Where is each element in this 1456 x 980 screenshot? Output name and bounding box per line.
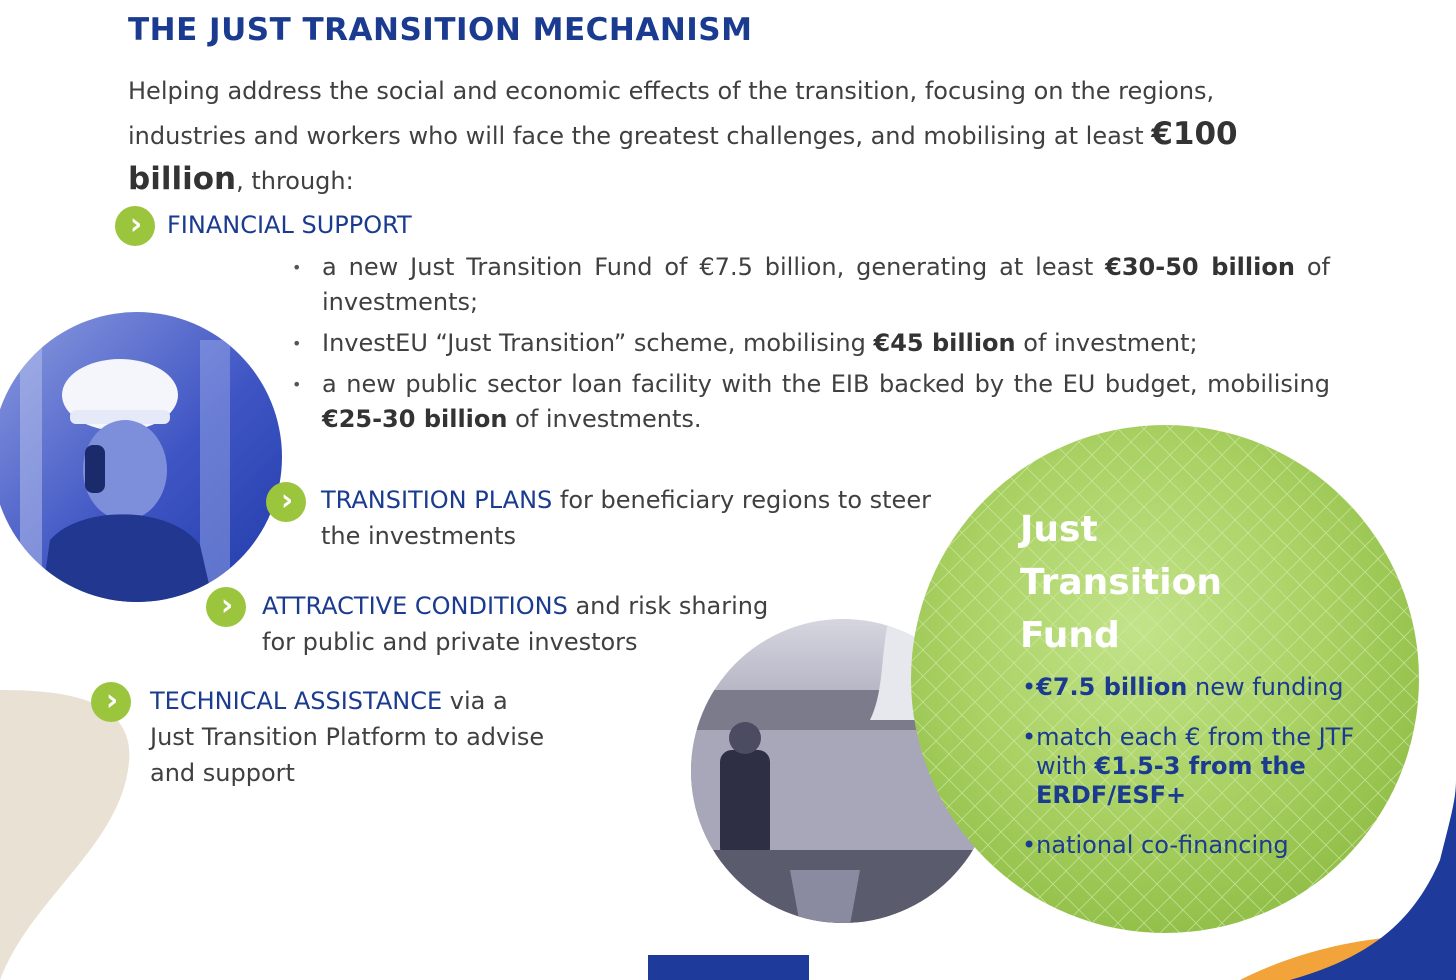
bullet-text-end: of investments; — [322, 253, 1330, 316]
transition-plans-text: for beneficiary regions to steer — [552, 486, 931, 514]
bullet-amount: €30-50 billion — [1105, 253, 1295, 281]
beige-wave-shape — [0, 690, 129, 980]
bullet-amount: €45 billion — [873, 329, 1016, 357]
jtf-title-line: Just — [1020, 509, 1098, 550]
financial-support-list — [290, 250, 1330, 443]
jtf-amount: €7.5 billion — [1036, 673, 1188, 701]
attractive-conditions-title: ATTRACTIVE CONDITIONS — [262, 592, 568, 620]
bullet-text: a new public sector loan facility with the EIB backed by the EU budget, mobilising — [322, 370, 1330, 398]
bullet-text-end: of investment; — [1015, 329, 1198, 357]
page-title: THE JUST TRANSITION MECHANISM — [128, 12, 753, 48]
chevron-right-icon: › — [206, 587, 246, 627]
financial-support-heading — [167, 207, 412, 243]
jtf-title-line: Transition — [1020, 562, 1222, 603]
jtf-list — [1022, 673, 1382, 881]
jtf-text: new funding — [1187, 673, 1344, 701]
financial-support-title: FINANCIAL SUPPORT — [167, 211, 412, 239]
intro-text-end: , through: — [236, 167, 354, 195]
bullet-text: InvestEU “Just Transition” scheme, mobilising — [322, 329, 874, 357]
worker-photo — [0, 310, 290, 620]
jtf-title — [1020, 503, 1222, 662]
bullet-text: a new Just Transition Fund of €7.5 billion, generating at least — [322, 253, 1106, 281]
chevron-right-icon: › — [266, 482, 306, 522]
intro-amount: €100 billion — [128, 116, 1238, 197]
bullet-text-end: of investments. — [507, 405, 702, 433]
jtf-text: match each € from the JTF with — [1036, 723, 1355, 780]
technical-assistance-block — [150, 683, 544, 791]
list-item — [290, 367, 1330, 437]
list-item: •€7.5 billion new funding — [1022, 673, 1344, 701]
technical-assistance-text-2: Just Transition Platform to advise — [150, 723, 545, 751]
intro-text: Helping address the social and economic effects of the transition, focusing on the regions, industries and workers who will face the greatest challenges, and mobilising at least — [128, 77, 1215, 150]
chevron-right-icon: › — [115, 206, 155, 246]
list-item — [290, 250, 1330, 320]
attractive-conditions-block — [262, 588, 768, 660]
intro-paragraph — [128, 70, 1338, 203]
jtf-amount: €1.5-3 from the ERDF/ESF+ — [1036, 752, 1306, 809]
technical-assistance-text: via a — [442, 687, 508, 715]
attractive-conditions-text-2: for public and private investors — [262, 628, 638, 656]
bottom-blue-tab — [648, 955, 809, 980]
list-item: •national co-financing — [1022, 831, 1289, 859]
list-item: •match each € from the JTF with €1.5-3 from the ERDF/ESF+ — [1022, 723, 1355, 809]
jtf-text: national co-financing — [1036, 831, 1289, 859]
jtf-title-line: Fund — [1020, 615, 1120, 656]
transition-plans-text-2: the investments — [321, 522, 517, 550]
transition-plans-title: TRANSITION PLANS — [321, 486, 553, 514]
transition-plans-block — [321, 482, 931, 554]
bullet-amount: €25-30 billion — [322, 405, 508, 433]
chevron-right-icon: › — [91, 682, 131, 722]
technical-assistance-title: TECHNICAL ASSISTANCE — [150, 687, 443, 715]
attractive-conditions-text: and risk sharing — [567, 592, 769, 620]
technical-assistance-text-3: and support — [150, 759, 295, 787]
list-item — [290, 326, 1330, 361]
